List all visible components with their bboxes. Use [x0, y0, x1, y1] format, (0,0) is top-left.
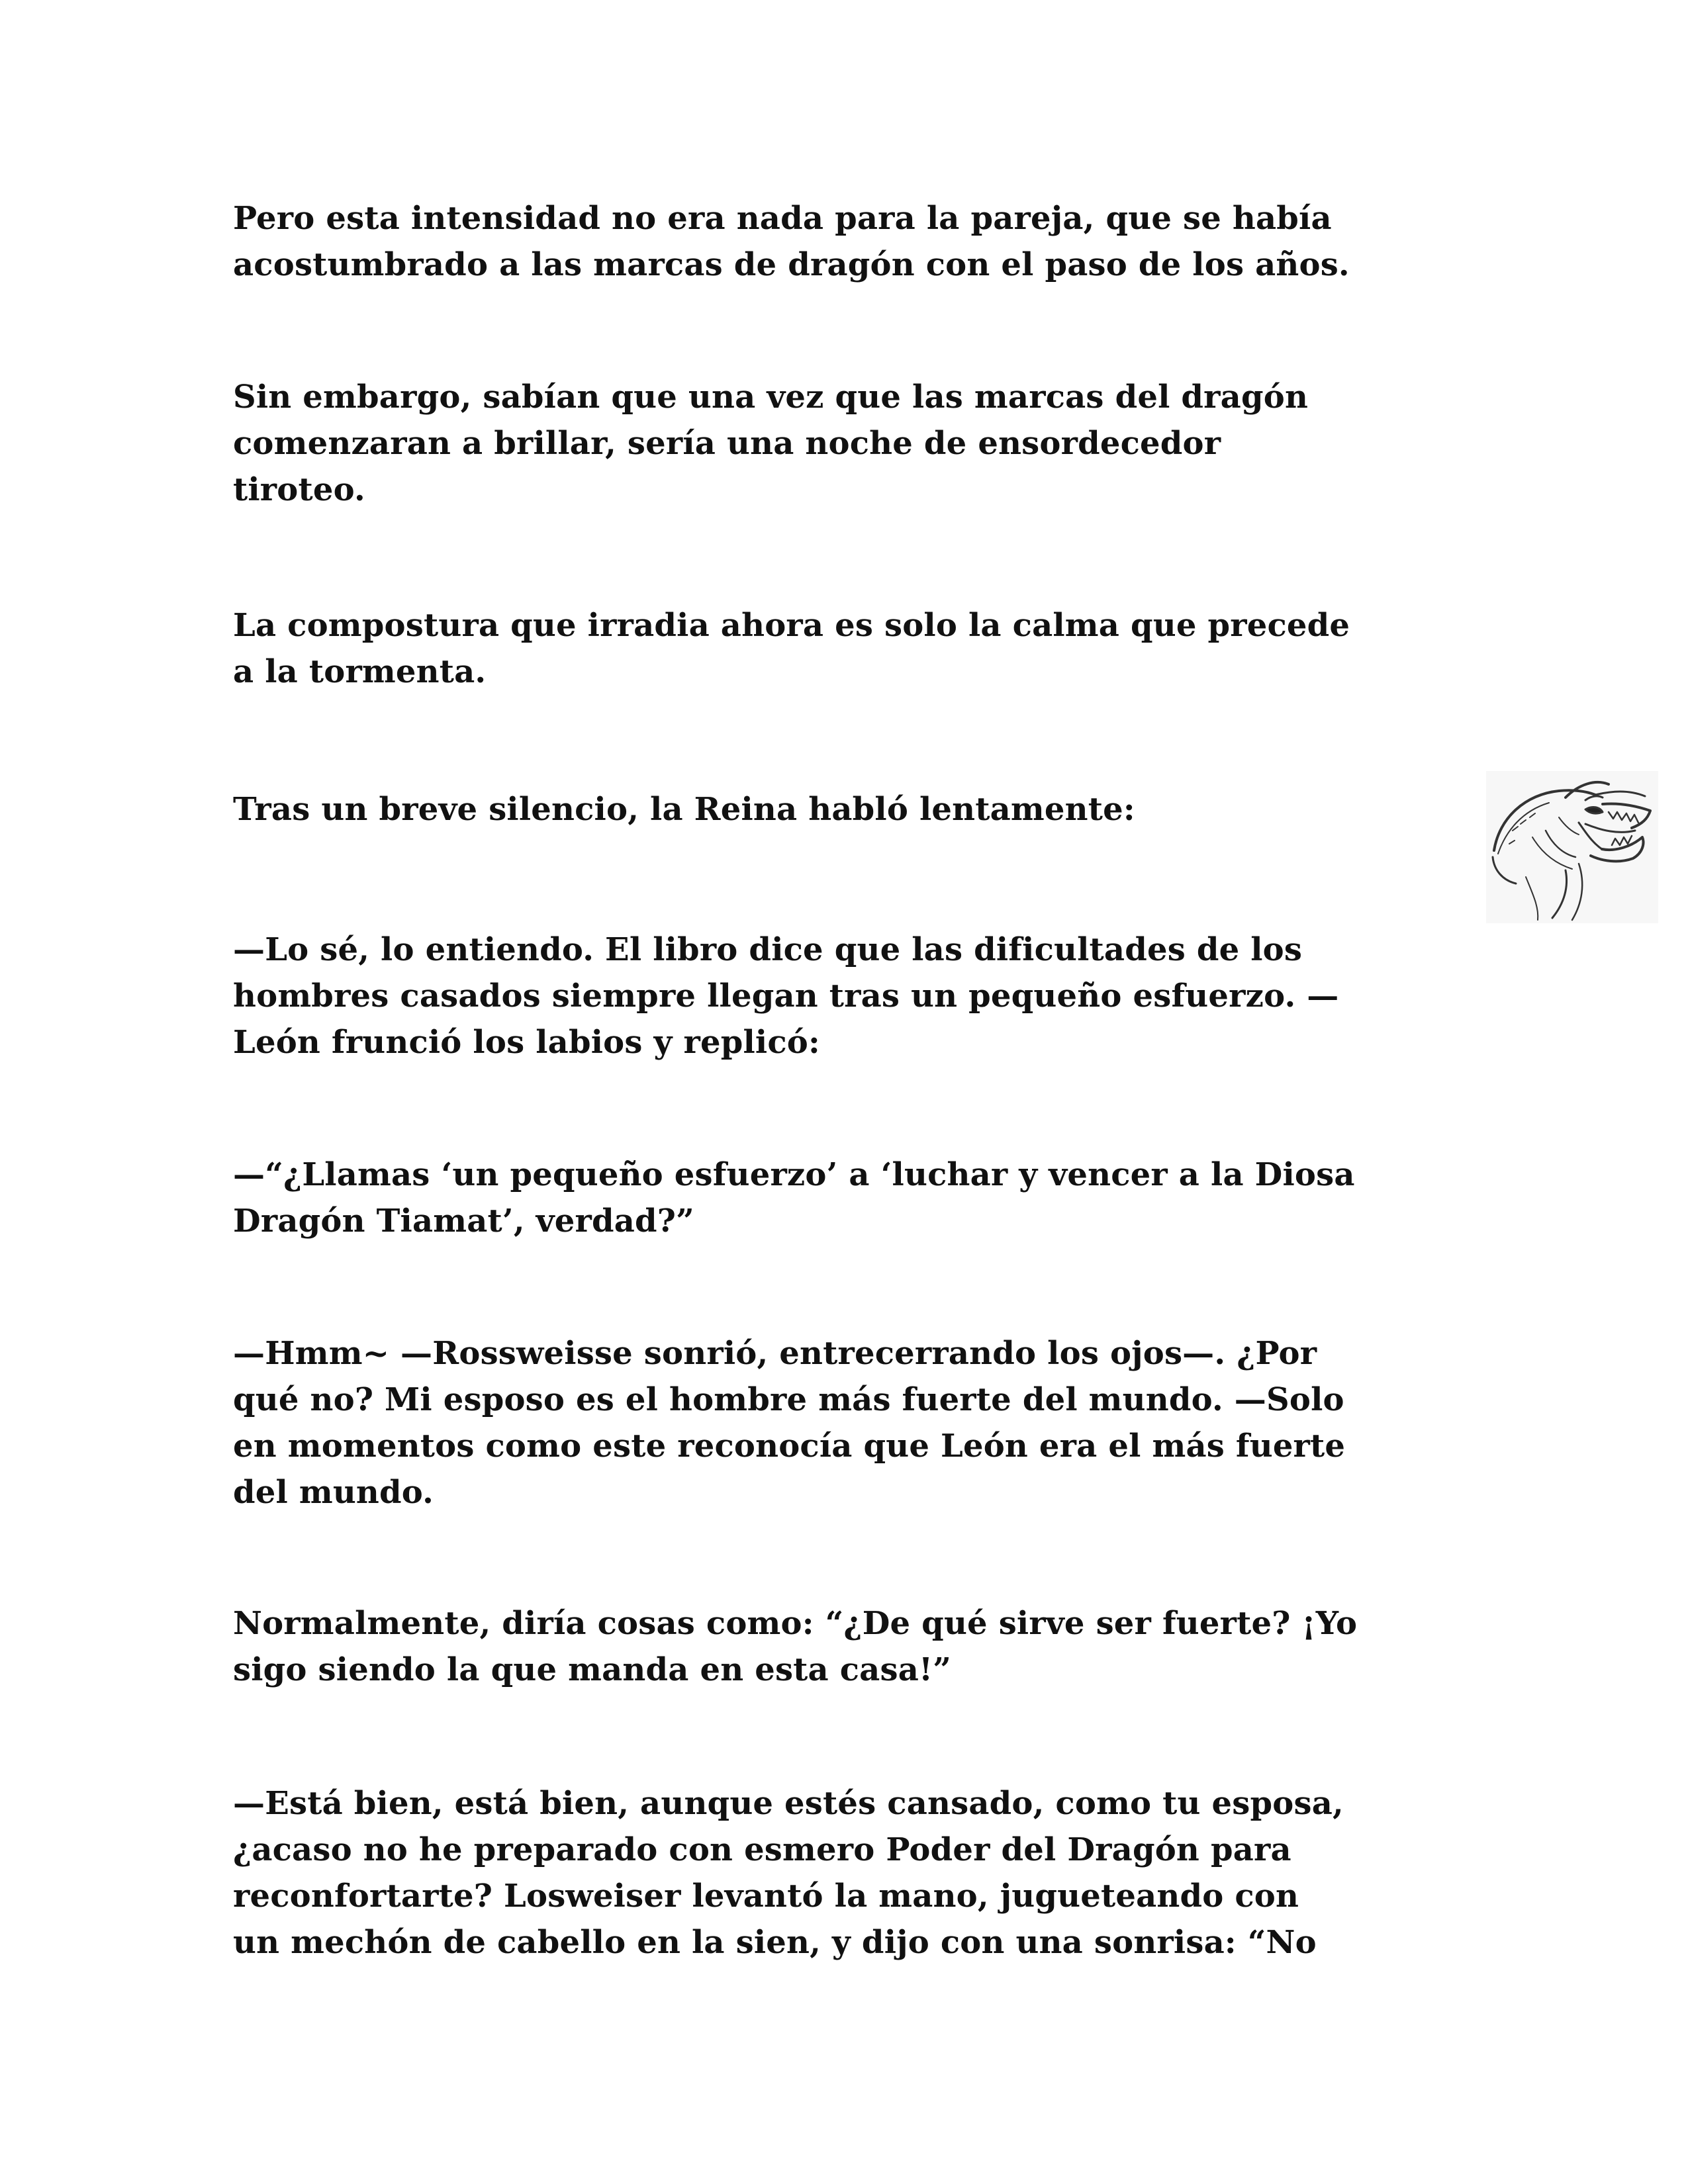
dragon-head-sketch-icon — [1486, 771, 1658, 923]
paragraph-8: Normalmente, diría cosas como: “¿De qué sirve ser fuerte? ¡Yo sigo siendo la que manda en esta casa!” — [233, 1605, 1358, 1688]
paragraph-9: —Está bien, está bien, aunque estés cansado, como tu esposa, ¿acaso no he preparado con esmero Poder del Dragón para reconfortarte? Losweiser levantó la mano, jugueteando con un mechón de cabello en la sien, y dijo con una sonrisa: “No — [233, 1785, 1344, 1961]
paragraph-4: Tras un breve silencio, la Reina habló lentamente: — [233, 791, 1135, 828]
paragraph-1: Pero esta intensidad no era nada para la pareja, que se había acostumbrado a las marcas de dragón con el paso de los años. — [233, 200, 1350, 283]
paragraph-6: —“¿Llamas ‘un pequeño esfuerzo’ a ‘luchar y vencer a la Diosa Dragón Tiamat’, verdad?” — [233, 1156, 1355, 1240]
paragraph-3: La compostura que irradia ahora es solo la calma que precede a la tormenta. — [233, 607, 1350, 690]
paragraph-7: —Hmm~ —Rossweisse sonrió, entrecerrando los ojos—. ¿Por qué no? Mi esposo es el hombre más fuerte del mundo. —Solo en momentos como este reconocía que León era el más fuerte del mundo. — [233, 1335, 1346, 1511]
paragraph-2: Sin embargo, sabían que una vez que las marcas del dragón comenzaran a brillar, sería una noche de ensordecedor tiroteo. — [233, 379, 1309, 508]
paragraph-5: —Lo sé, lo entiendo. El libro dice que las dificultades de los hombres casados siempre llegan tras un pequeño esfuerzo. — León frunció los labios y replicó: — [233, 931, 1339, 1061]
